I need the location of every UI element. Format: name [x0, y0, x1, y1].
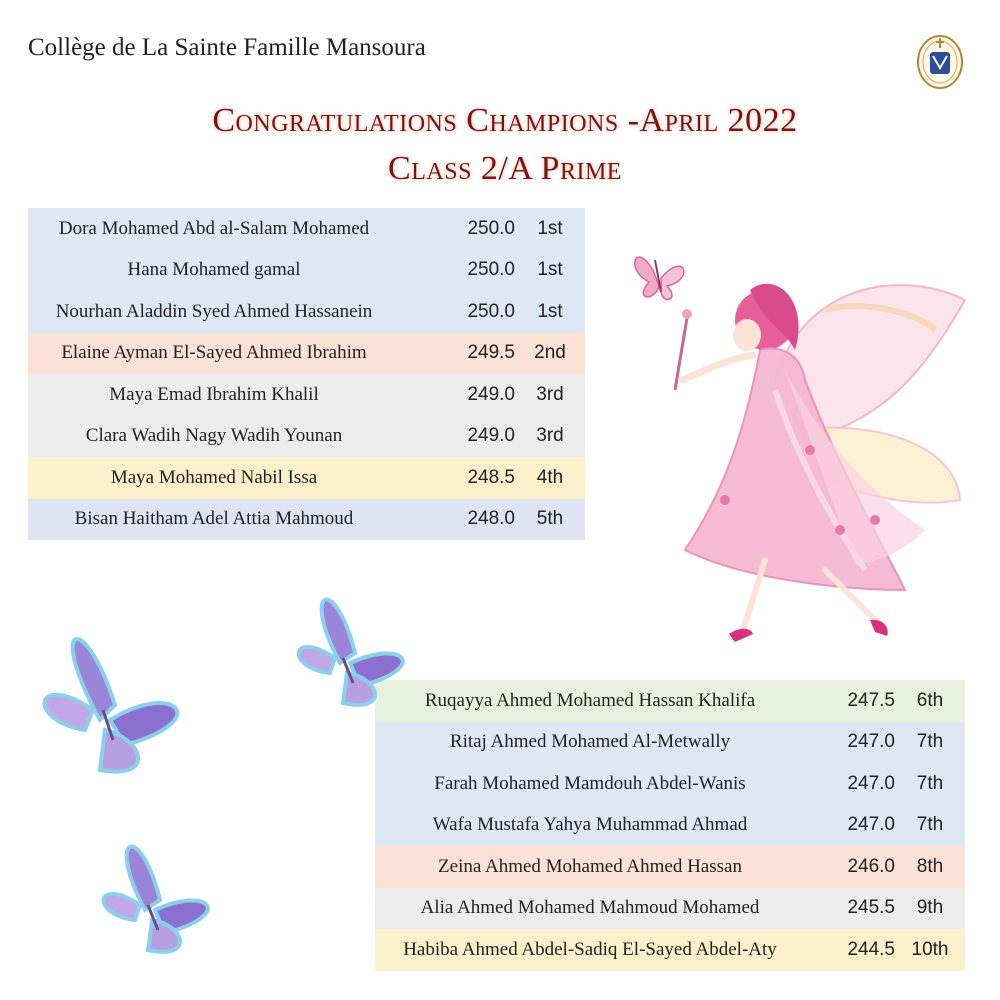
table-row	[28, 457, 585, 499]
student-rank: 1st	[537, 259, 563, 281]
student-score: 245.5	[847, 897, 895, 919]
results-table-top	[28, 208, 585, 540]
table-row	[375, 929, 965, 971]
student-name: Clara Wadih Nagy Wadih Younan	[85, 425, 343, 447]
student-score: 247.5	[847, 689, 895, 711]
table-row	[375, 888, 965, 930]
title-line-1: Congratulations Champions -April 2022	[212, 102, 798, 139]
student-rank: 7th	[916, 731, 944, 753]
table-row	[28, 333, 585, 375]
table-row	[375, 805, 965, 847]
student-score: 244.5	[847, 938, 895, 960]
student-rank: 5th	[536, 508, 564, 530]
student-rank: 2nd	[534, 342, 566, 364]
student-name: Ruqayya Ahmed Mohamed Hassan Khalifa	[424, 689, 756, 711]
student-rank: 3rd	[536, 425, 564, 447]
student-rank: 8th	[916, 855, 944, 877]
student-score: 248.5	[467, 466, 515, 488]
table-row	[375, 722, 965, 764]
table-row	[28, 416, 585, 458]
table-row	[375, 846, 965, 888]
student-name: Farah Mohamed Mamdouh Abdel-Wanis	[434, 772, 746, 794]
fairy-illustration	[625, 230, 985, 670]
student-name: Bisan Haitham Adel Attia Mahmoud	[74, 508, 354, 530]
student-score: 247.0	[847, 731, 895, 753]
table-row	[28, 250, 585, 292]
student-rank: 4th	[536, 466, 564, 488]
purple-butterfly	[25, 610, 200, 785]
student-name: Alia Ahmed Mohamed Mahmoud Mohamed	[420, 897, 760, 919]
student-rank: 10th	[911, 938, 949, 960]
student-name: Ritaj Ahmed Mohamed Al-Metwally	[449, 731, 731, 753]
student-name: Elaine Ayman El-Sayed Ahmed Ibrahim	[61, 342, 367, 364]
purple-butterfly	[285, 578, 425, 718]
student-rank: 3rd	[536, 383, 564, 405]
school-name: Collège de La Sainte Famille Mansoura	[28, 34, 426, 61]
student-rank: 1st	[537, 217, 563, 239]
table-row	[375, 763, 965, 805]
student-score: 249.0	[467, 383, 515, 405]
school-crest-logo	[915, 32, 965, 90]
student-rank: 7th	[916, 772, 944, 794]
student-score: 249.5	[467, 342, 515, 364]
student-score: 250.0	[467, 217, 515, 239]
student-rank: 9th	[916, 897, 944, 919]
student-name: Nourhan Aladdin Syed Ahmed Hassanein	[55, 300, 373, 322]
student-name: Wafa Mustafa Yahya Muhammad Ahmad	[432, 814, 748, 836]
student-name: Habiba Ahmed Abdel-Sadiq El-Sayed Abdel-Aty	[403, 938, 777, 960]
student-rank: 7th	[916, 814, 944, 836]
purple-butterfly	[90, 825, 230, 965]
student-score: 246.0	[847, 855, 895, 877]
student-score: 247.0	[847, 814, 895, 836]
student-name: Maya Emad Ibrahim Khalil	[109, 383, 319, 405]
table-row	[28, 208, 585, 250]
student-score: 250.0	[467, 259, 515, 281]
title-line-2: Class 2/A Prime	[388, 150, 622, 187]
student-score: 248.0	[467, 508, 515, 530]
results-table-bottom	[375, 680, 965, 971]
student-rank: 6th	[916, 689, 944, 711]
pink-butterfly	[635, 257, 684, 299]
student-name: Maya Mohamed Nabil Issa	[110, 466, 318, 488]
table-row	[28, 499, 585, 541]
student-name: Hana Mohamed gamal	[127, 259, 301, 281]
table-row	[375, 680, 965, 722]
student-score: 247.0	[847, 772, 895, 794]
student-rank: 1st	[537, 300, 563, 322]
student-name: Dora Mohamed Abd al-Salam Mohamed	[58, 217, 370, 239]
student-score: 250.0	[467, 300, 515, 322]
student-score: 249.0	[467, 425, 515, 447]
table-row	[28, 291, 585, 333]
table-row	[28, 374, 585, 416]
student-name: Zeina Ahmed Mohamed Ahmed Hassan	[438, 855, 742, 877]
